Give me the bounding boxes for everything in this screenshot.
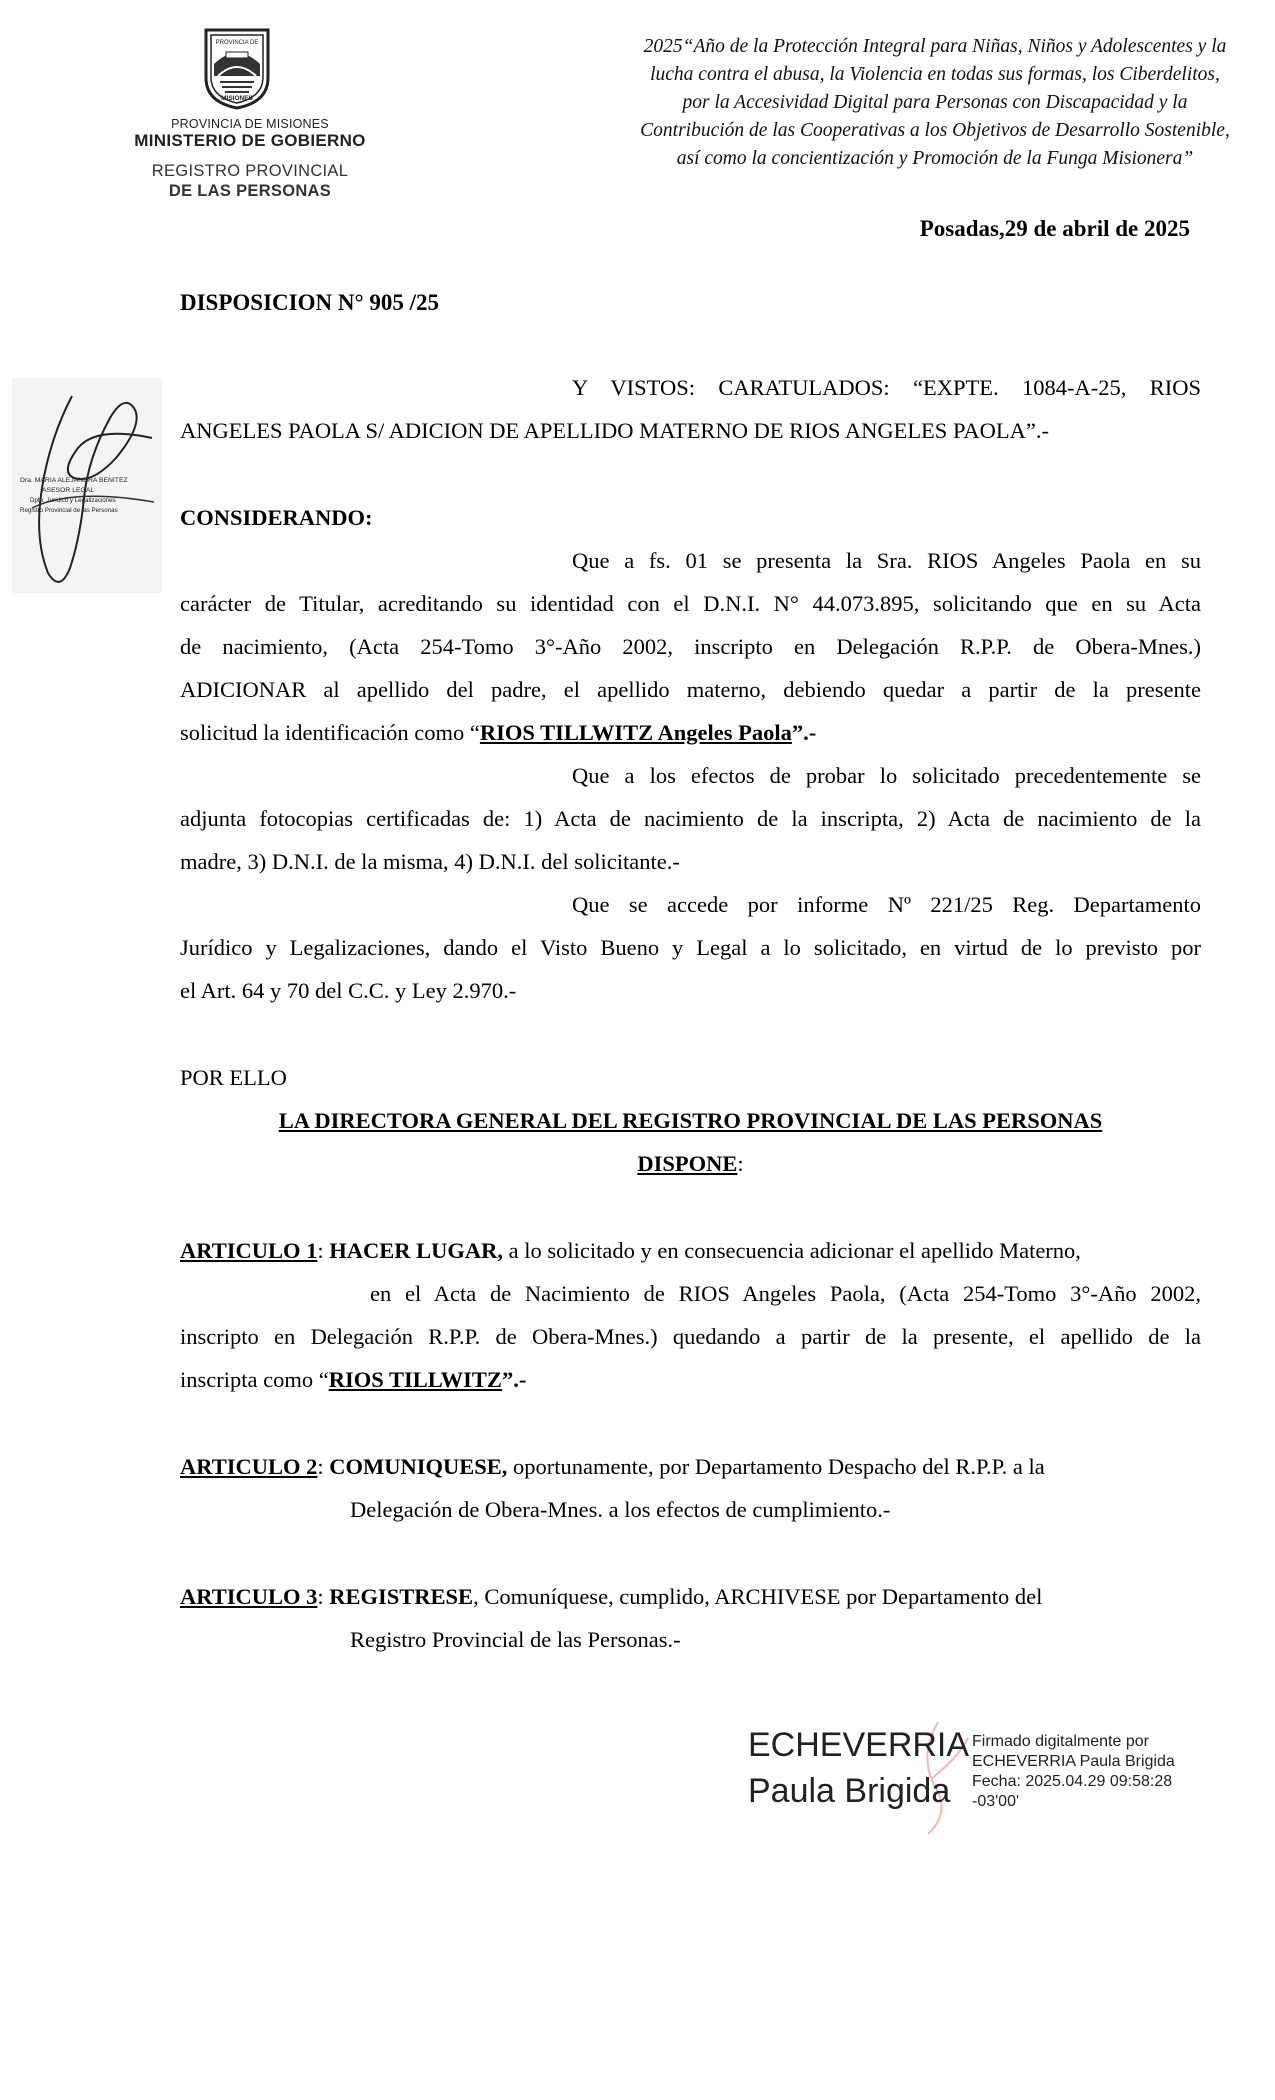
header-province: PROVINCIA DE MISIONES [171,117,329,131]
article1-line1-rest: a lo solicitado y en consecuencia adicionar el apellido Materno, [503,1238,1081,1263]
header-ministry: MINISTERIO DE GOBIERNO [134,131,366,150]
signature-detail2: ECHEVERRIA Paula Brigida [972,1753,1175,1770]
article3-lead: REGISTRESE [329,1584,474,1609]
authority-line2 [180,1151,1201,1177]
place-date: Posadas,29 de abril de 2025 [919,216,1190,241]
stamp-line1: Dra. MARIA ALEJANDRA BENITEZ [20,477,128,484]
vistos-line1: Y VISTOS: CARATULADOS: “EXPTE. 1084-A-25, RIOS [572,375,1201,400]
article3-line1 [180,1584,1201,1610]
article1-lead: HACER LUGAR, [329,1238,504,1263]
signature-details [972,1732,1202,1812]
considerando-heading: CONSIDERANDO: [180,505,373,530]
authority-line1: LA DIRECTORA GENERAL DEL REGISTRO PROVINCIAL DE LAS PERSONAS [278,1108,1103,1133]
signature-detail4: -03'00' [972,1793,1020,1810]
p2-line2: adjunta fotocopias certificadas de: 1) Acta de nacimiento de la inscripta, 2) Acta de nacimiento de la [180,806,1201,831]
vistos-line2: ANGELES PAOLA S/ ADICION DE APELLIDO MATERNO DE RIOS ANGELES PAOLA”.- [180,418,1049,443]
signature-detail1: Firmado digitalmente por [972,1733,1149,1750]
article3-colon: : [317,1584,330,1609]
article3-line1-rest: , Comuníquese, cumplido, ARCHIVESE por Departamento del [473,1584,1043,1609]
dispone-word: DISPONE [637,1151,738,1176]
article2-lead: COMUNIQUESE, [329,1454,508,1479]
p1-line5-pre: solicitud la identificación como “ [180,720,480,745]
article2-line1 [180,1454,1201,1480]
signature-detail3: Fecha: 2025.04.29 09:58:28 [972,1773,1173,1790]
article2-colon: : [317,1454,330,1479]
p2-line1: Que a los efectos de probar lo solicitado precedentemente se [572,763,1201,788]
header-registry-line2: DE LAS PERSONAS [168,182,332,200]
article1-line4-pre: inscripta como “ [180,1367,329,1392]
signer-name-line2: Paula Brigida [748,1772,951,1810]
article2-line1-rest: oportunamente, por Departamento Despacho del R.P.P. a la [507,1454,1045,1479]
new-full-name: RIOS TILLWITZ Angeles Paola [479,720,792,745]
disposition-title: DISPOSICION N° 905 /25 [180,290,440,315]
p1-line3: de nacimiento, (Acta 254-Tomo 3°-Año 2002, inscripto en Delegación R.P.P. de Obera-Mnes.) [180,634,1201,659]
por-ello: POR ELLO [180,1065,287,1090]
article1-line1 [180,1238,1201,1264]
header-registry-line1: REGISTRO PROVINCIAL [151,162,349,180]
p3-line2: Jurídico y Legalizaciones, dando el Visto Bueno y Legal a lo solicitado, en virtud de lo previsto por [180,935,1201,960]
article1-colon: : [317,1238,330,1263]
signer-name-line1: ECHEVERRIA [748,1726,970,1764]
p3-line1: Que se accede por informe Nº 221/25 Reg. Departamento [572,892,1201,917]
article2-line2: Delegación de Obera-Mnes. a los efectos de cumplimiento.- [350,1497,891,1522]
new-surname: RIOS TILLWITZ [328,1367,502,1392]
year-motto: 2025“Año de la Protección Integral para Niñas, Niños y Adolescentes y la lucha contra el abusa, la Violencia en todas sus formas, los Ciberdelitos, por la Accesividad Digital para Personas con Discapacidad y la Contribución de las Cooperativas a los Objetivos de Desarrollo Sostenible, así como la concientización y Promoción de la Funga Misionera” [640,36,1230,169]
p2-line3: madre, 3) D.N.I. de la misma, 4) D.N.I. del solicitante.- [180,849,680,874]
article3-label: ARTICULO 3 [180,1584,318,1609]
article1-line4-post: ”.- [501,1367,527,1392]
article1-line2: en el Acta de Nacimiento de RIOS Angeles Paola, (Acta 254-Tomo 3°-Año 2002, [370,1281,1201,1306]
crest-text-top: PROVINCIA DE [215,40,259,46]
p1-line5 [180,720,1201,746]
p1-line4: ADICIONAR al apellido del padre, el apellido materno, debiendo quedar a partir de la presente [180,677,1201,702]
article2-label: ARTICULO 2 [180,1454,318,1479]
legal-advisor-signature-stamp [12,378,162,593]
p3-line3: el Art. 64 y 70 del C.C. y Ley 2.970.- [180,978,517,1003]
province-crest-logo [200,24,274,110]
stamp-line3: Dpto. Jurídico y Legalizaciones [30,497,116,504]
p1-line5-post: ”.- [791,720,817,745]
article1-line4 [180,1367,1201,1393]
stamp-line4: Registro Provincial de las Personas [20,507,118,514]
article1-label: ARTICULO 1 [180,1238,318,1263]
p1-line1: Que a fs. 01 se presenta la Sra. RIOS Angeles Paola en su [572,548,1201,573]
crest-text-bottom: MISIONES [221,95,253,102]
dispone-colon: : [737,1151,744,1176]
article1-line3: inscripto en Delegación R.P.P. de Obera-Mnes.) quedando a partir de la presente, el apellido de la [180,1324,1201,1349]
article3-line2: Registro Provincial de las Personas.- [350,1627,681,1652]
p1-line2: carácter de Titular, acreditando su identidad con el D.N.I. N° 44.073.895, solicitando que en su Acta [180,591,1201,616]
stamp-line2: ASESOR LEGAL [42,487,95,494]
